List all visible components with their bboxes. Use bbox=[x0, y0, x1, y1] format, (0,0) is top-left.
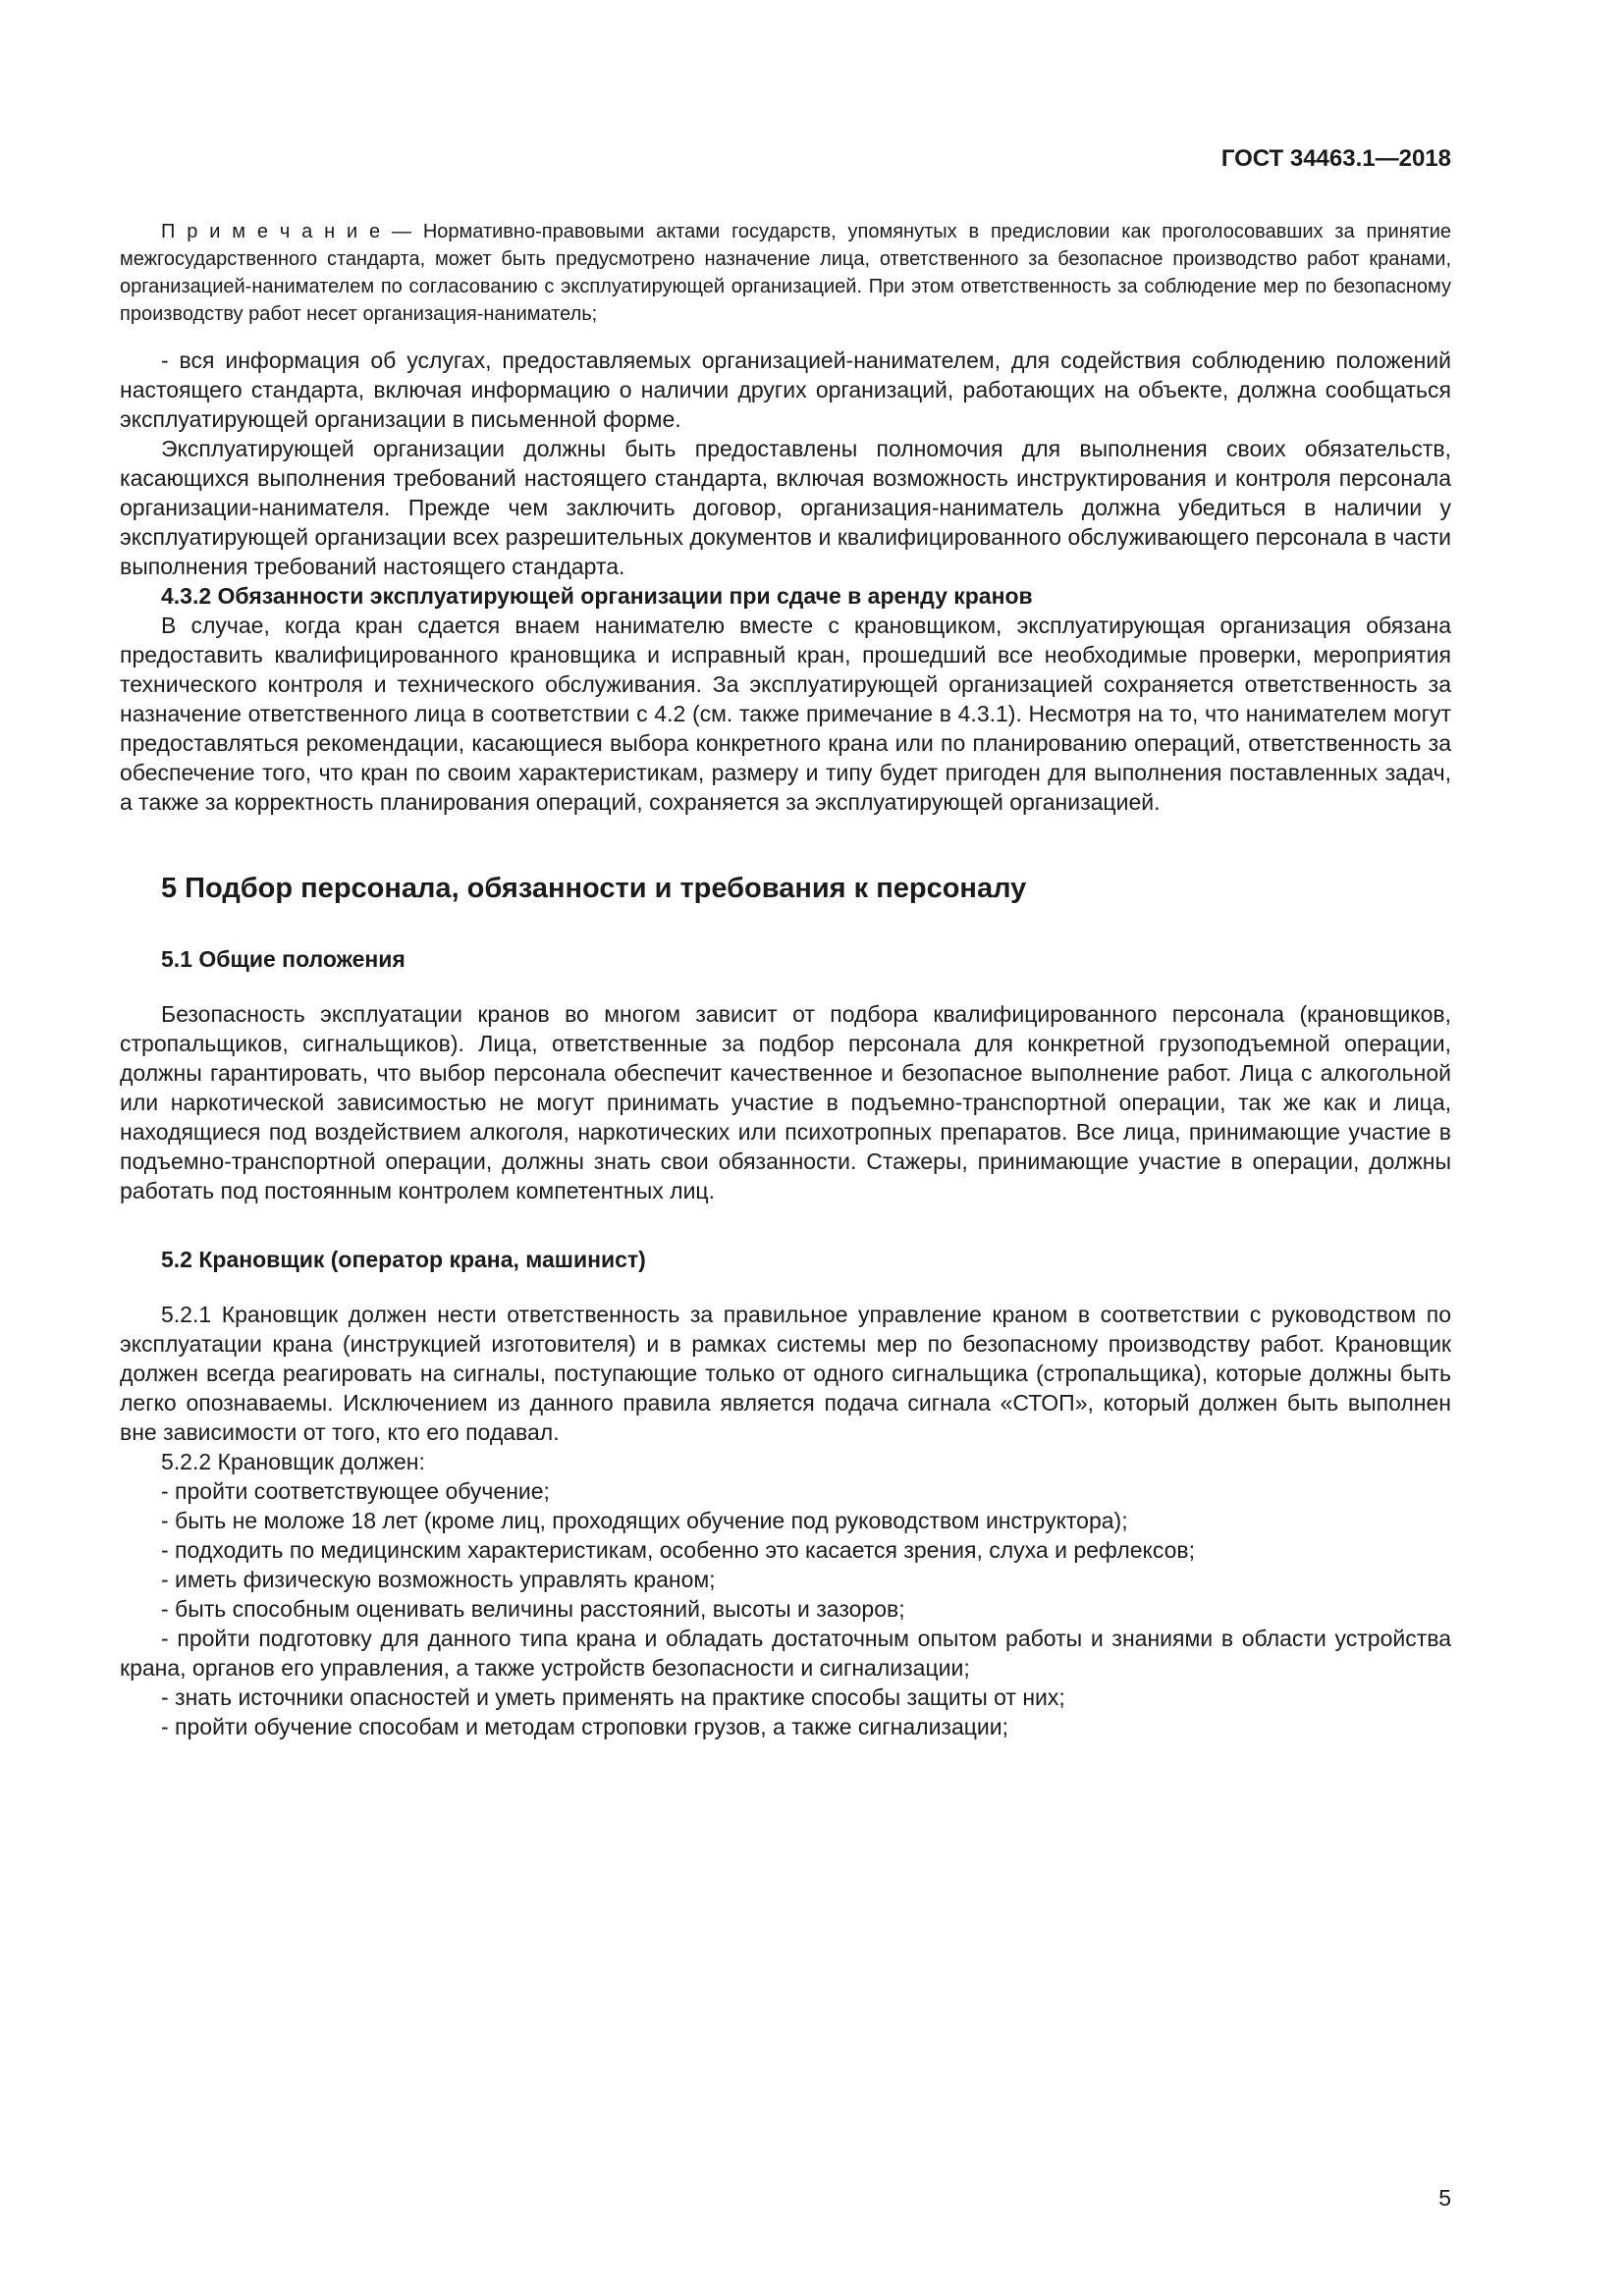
list-item: - пройти обучение способам и методам строповки грузов, а также сигнализации; bbox=[161, 1714, 1009, 1739]
heading-5-1: 5.1 Общие положения bbox=[161, 946, 406, 972]
heading-5-2: 5.2 Крановщик (оператор крана, машинист) bbox=[161, 1247, 646, 1272]
doc-number: ГОСТ 34463.1—2018 bbox=[1220, 145, 1451, 172]
para-5-2-2-intro: 5.2.2 Крановщик должен: bbox=[161, 1449, 425, 1474]
doc-header bbox=[120, 145, 1451, 173]
list-item: - пройти соответствующее обучение; bbox=[161, 1478, 550, 1504]
bullet-services-info: - вся информация об услугах, предоставляемых организацией-нанимателем, для содействия соблюдению положений настоящего стандарта, включая информацию о наличии других организаций, работающих на объекте, должна сообщаться эксплуатирующей организации в письменной форме. bbox=[120, 347, 1451, 432]
para-5-1-general: Безопасность эксплуатации кранов во многом зависит от подбора квалифицированного персонала (крановщиков, стропальщиков, сигнальщиков). Лица, ответственные за подбор персонала для конкретной грузоподъемной операции, должны гарантировать, что выбор персонала обеспечит качественное и безопасное выполнение работ. Лица с алкогольной или наркотической зависимостью не могут принимать участие в подъемно-транспортной операции, так же как и лица, находящиеся под воздействием алкоголя, наркотических или психотропных препаратов. Все лица, принимающие участие в подъемно-транспортной операции, должны знать свои обязанности. Стажеры, принимающие участие в операции, должны работать под постоянным контролем компетентных лиц. bbox=[120, 1001, 1451, 1203]
heading-section-5: 5 Подбор персонала, обязанности и требования к персоналу bbox=[161, 873, 1027, 904]
heading-4-3-2: 4.3.2 Обязанности эксплуатирующей организации при сдаче в аренду кранов bbox=[161, 583, 1033, 609]
list-item: - быть не моложе 18 лет (кроме лиц, проходящих обучение под руководством инструктора); bbox=[161, 1508, 1128, 1533]
para-crane-rental: В случае, когда кран сдается внаем нанимателю вместе с крановщиком, эксплуатирующая организация обязана предоставить квалифицированного крановщика и исправный кран, прошедший все необходимые проверки, мероприятия технического контроля и технического обслуживания. За эксплуатирующей организацией сохраняется ответственность за назначение ответственного лица в соответствии с 4.2 (см. также примечание в 4.3.1). Несмотря на то, что нанимателем могут предоставляться рекомендации, касающиеся выбора конкретного крана или по планированию операций, ответственность за обеспечение того, что кран по своим характеристикам, размеру и типу будет пригоден для выполнения поставленных задач, а также за корректность планирования операций, сохраняется за эксплуатирующей организацией. bbox=[120, 613, 1451, 815]
para-5-2-1: 5.2.1 Крановщик должен нести ответственность за правильное управление краном в соответствии с руководством по эксплуатации крана (инструкцией изготовителя) и в рамках системы мер по безопасному производству работ. Крановщик должен всегда реагировать на сигналы, поступающие только от одного сигнальщика (стропальщика), которые должны быть легко опознаваемы. Исключением из данного правила является подача сигнала «СТОП», который должен быть выполнен вне зависимости от того, кто его подавал. bbox=[120, 1302, 1451, 1445]
list-item: - подходить по медицинским характеристикам, особенно это касается зрения, слуха и рефлексов; bbox=[161, 1537, 1196, 1563]
list-item: - иметь физическую возможность управлять краном; bbox=[161, 1567, 716, 1592]
page-number: 5 bbox=[1438, 2185, 1451, 2211]
document-body bbox=[120, 218, 1451, 1741]
list-item: - быть способным оценивать величины расстояний, высоты и зазоров; bbox=[161, 1596, 905, 1622]
para-operating-org-authority: Эксплуатирующей организации должны быть предоставлены полномочия для выполнения своих обязательств, касающихся выполнения требований настоящего стандарта, включая возможность инструктирования и контроля персонала организации-нанимателя. Прежде чем заключить договор, организация-наниматель должна убедиться в наличии у эксплуатирующей организации всех разрешительных документов и квалифицированного обслуживающего персонала в части выполнения требований настоящего стандарта. bbox=[120, 436, 1451, 579]
list-item: - пройти подготовку для данного типа крана и обладать достаточным опытом работы и знаниями в области устройства крана, органов его управления, а также устройств безопасности и сигнализации; bbox=[120, 1626, 1451, 1681]
list-item: - знать источники опасностей и уметь применять на практике способы защиты от них; bbox=[161, 1684, 1065, 1710]
note-paragraph: П р и м е ч а н и е — Нормативно-правовыми актами государств, упомянутых в предисловии как проголосовавших за принятие межгосударственного стандарта, может быть предусмотрено назначение лица, ответственного за безопасное производство работ кранами, организацией-нанимателем по согласованию с эксплуатирующей организацией. При этом ответственность за соблюдение мер по безопасному производству работ несет организация-наниматель; bbox=[120, 221, 1451, 325]
